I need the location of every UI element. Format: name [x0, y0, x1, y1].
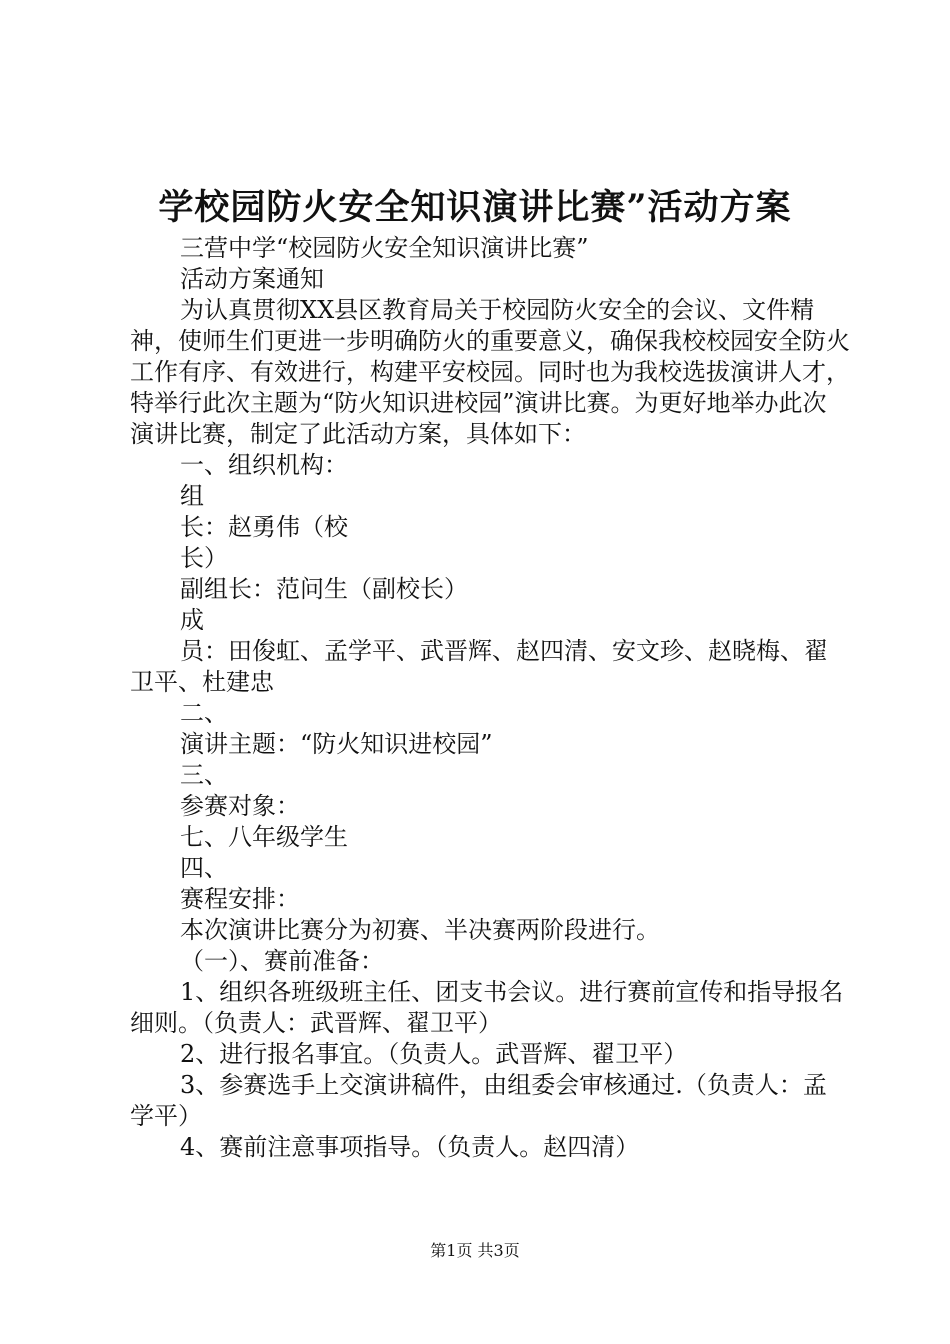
line-participants: 七、八年级学生: [180, 823, 348, 851]
document-body: [130, 233, 850, 1163]
heading-four: 四、: [180, 854, 228, 882]
heading-three: 三、: [180, 761, 228, 789]
list-item-3: 3、参赛选手上交演讲稿件，由组委会审核通过.（负责人：孟学平）: [130, 1071, 827, 1130]
line-leader-part1: 组: [180, 482, 204, 510]
heading-two: 二、: [180, 699, 228, 727]
line-participants-label: 参赛对象：: [180, 792, 300, 820]
list-item-1: 1、组织各班级班主任、团支书会议。进行赛前宣传和指导报名细则。（负责人：武晋辉、翟卫平）: [130, 978, 844, 1037]
line-speech-theme: 演讲主题：“防火知识进校园”: [180, 730, 493, 758]
line-schedule-label: 赛程安排：: [180, 885, 300, 913]
heading-organization: 一、组织机构：: [180, 451, 348, 479]
line-school-title: 三营中学“校园防火安全知识演讲比赛”: [180, 234, 589, 262]
document-title: 学校园防火安全知识演讲比赛”活动方案: [158, 187, 792, 228]
line-leader-part3: 长）: [180, 544, 228, 572]
line-notice-title: 活动方案通知: [180, 265, 324, 293]
line-deputy-leader: 副组长：范问生（副校长）: [180, 575, 468, 603]
line-members-part1: 成: [180, 606, 204, 634]
line-leader-part2: 长：赵勇伟（校: [180, 513, 348, 541]
list-item-2: 2、进行报名事宜。（负责人。武晋辉、翟卫平）: [180, 1040, 688, 1068]
paragraph-intro: 为认真贯彻XX县区教育局关于校园防火安全的会议、文件精神，使师生们更进一步明确防火的重要意义，确保我校校园安全防火工作有序、有效进行，构建平安校园。同时也为我校选拔演讲人才，特举行此次主题为“防火知识进校园”演讲比赛。为更好地举办此次演讲比赛，制定了此活动方案，具体如下：: [130, 296, 850, 448]
line-members-part2: 员：田俊虹、孟学平、武晋辉、赵四清、安文珍、赵晓梅、翟卫平、杜建忠: [130, 637, 828, 696]
line-schedule-desc: 本次演讲比赛分为初赛、半决赛两阶段进行。: [180, 916, 660, 944]
subheading-preparation: （一）、赛前准备：: [180, 947, 384, 975]
list-item-4: 4、赛前注意事项指导。（负责人。赵四清）: [180, 1133, 640, 1161]
page-number: 第1页 共3页: [430, 1241, 520, 1260]
